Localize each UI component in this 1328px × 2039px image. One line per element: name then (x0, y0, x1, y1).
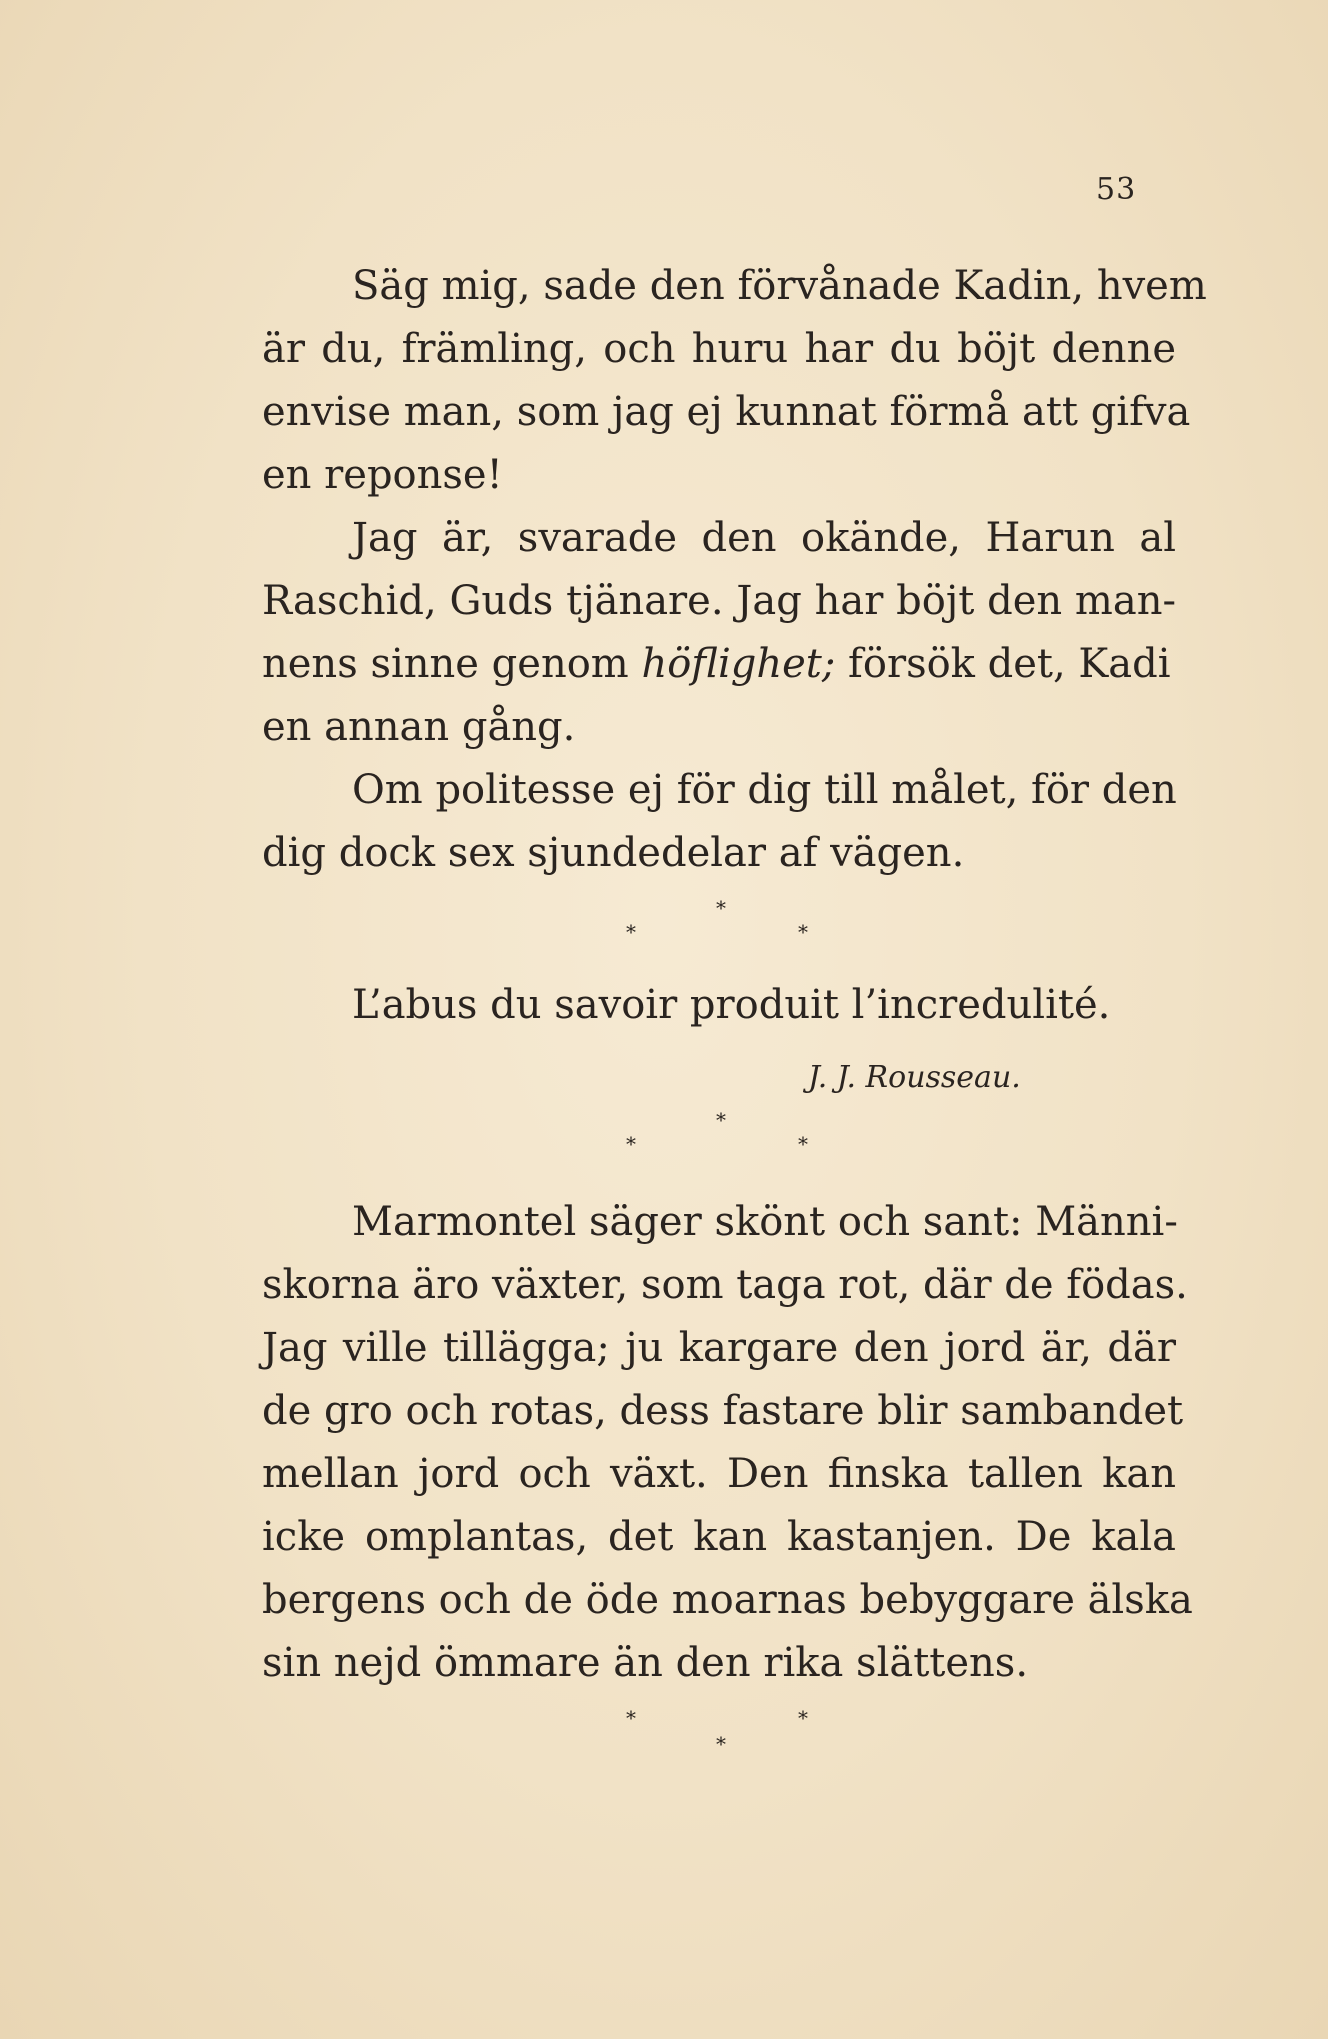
text-line: skorna äro växter, som taga rot, där de födas. (262, 1262, 1188, 1308)
text-line: dig dock sex sjundedelar af vägen. (262, 830, 965, 876)
text-line: envise man, som jag ej kunnat förmå att gifva (262, 389, 1191, 435)
asterism-star: * (716, 1108, 726, 1132)
text-segment: nens sinne genom (262, 641, 642, 687)
asterism-star: * (626, 1132, 636, 1156)
text-line: mellan jord och växt. Den finska tallen kan (262, 1451, 1176, 1497)
asterism-star: * (798, 920, 808, 944)
text-line: de gro och rotas, dess fastare blir sambandet (262, 1388, 1184, 1434)
text-line: Raschid, Guds tjänare. Jag har böjt den man- (262, 578, 1176, 624)
text-line: sin nejd ömmare än den rika slättens. (262, 1640, 1029, 1686)
text-line: en annan gång. (262, 704, 576, 750)
text-line-with-emphasis (262, 641, 1176, 687)
text-line: bergens och de öde moarnas bebyggare älska (262, 1577, 1193, 1623)
asterism-star: * (626, 1706, 636, 1730)
text-line: icke omplantas, det kan kastanjen. De kala (262, 1514, 1176, 1560)
page-number: 53 (1096, 172, 1137, 207)
quotation: L’abus du savoir produit l’incredulité. (352, 982, 1111, 1028)
asterism-star: * (798, 1132, 808, 1156)
quote-author: J. J. Rousseau. (808, 1060, 1021, 1095)
text-line: Säg mig, sade den förvånade Kadin, hvem (352, 263, 1207, 309)
emphasized-word: höflighet; (641, 641, 836, 687)
text-line: Jag ville tillägga; ju kargare den jord är, där (262, 1325, 1176, 1371)
text-line: en reponse! (262, 452, 503, 498)
asterism-star: * (716, 896, 726, 920)
text-line: Jag är, svarade den okände, Harun al (352, 515, 1176, 561)
text-line: är du, främling, och huru har du böjt denne (262, 326, 1176, 372)
asterism-star: * (716, 1732, 726, 1756)
text-line: Marmontel säger skönt och sant: Männi- (352, 1199, 1178, 1245)
text-line: Om politesse ej för dig till målet, för den (352, 767, 1177, 813)
asterism-star: * (626, 920, 636, 944)
text-segment: försök det, Kadi (835, 641, 1171, 687)
asterism-star: * (798, 1706, 808, 1730)
